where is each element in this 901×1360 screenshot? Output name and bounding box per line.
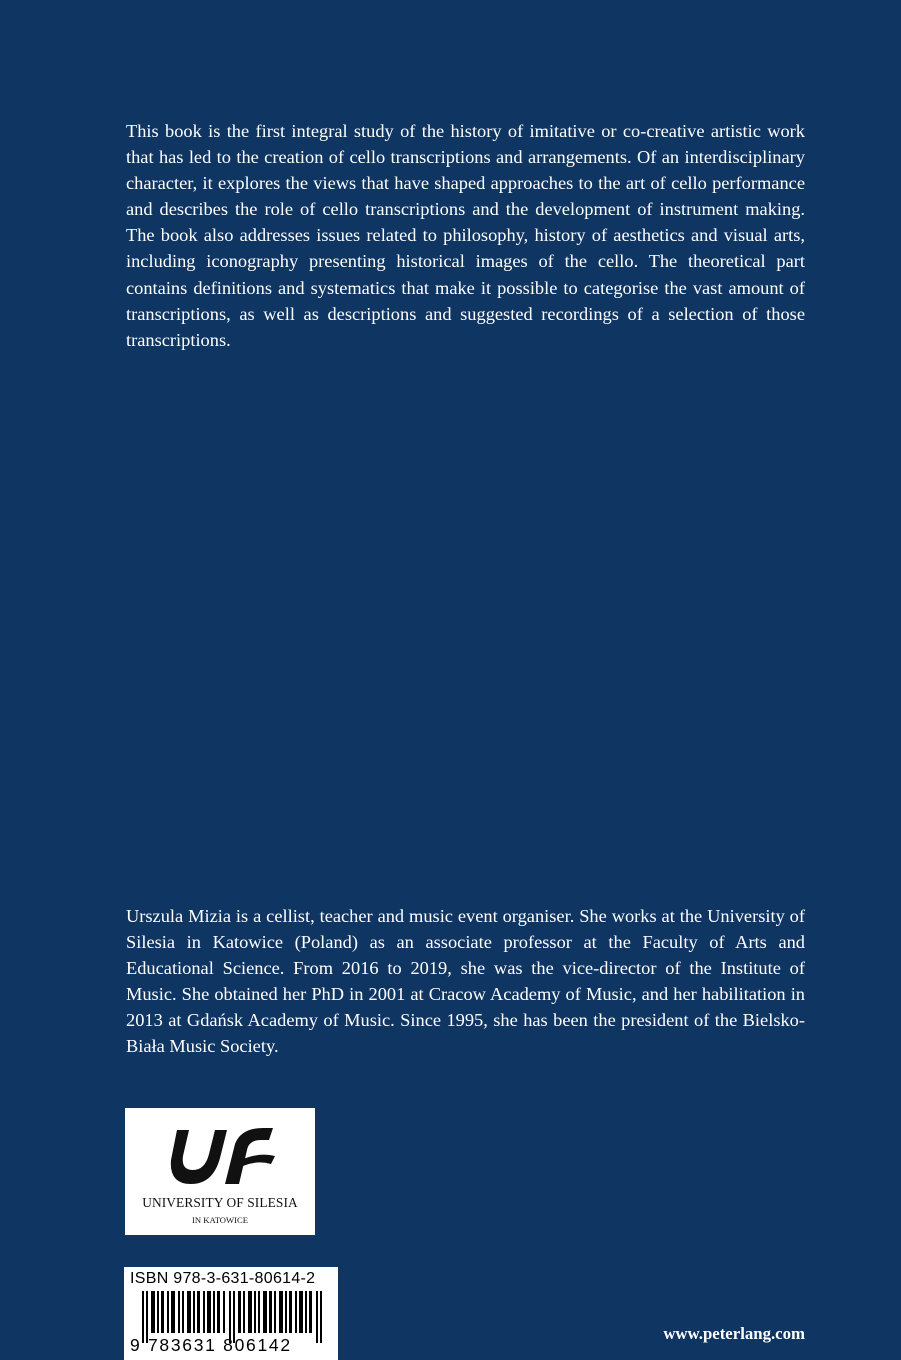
publisher-url[interactable]: www.peterlang.com xyxy=(663,1324,805,1343)
isbn-label: ISBN 978-3-631-80614-2 xyxy=(130,1270,316,1287)
university-city: IN KATOWICE xyxy=(192,1215,248,1225)
university-logo xyxy=(125,1108,315,1235)
author-bio: Urszula Mizia is a cellist, teacher and music event organiser. She works at the University of Silesia in Katowice (Poland) as an associate professor at the Faculty of Arts and Educational Science. From 2016 to 2019, she was the vice-director of the Institute of Music. She obtained her PhD in 2001 at Cracow Academy of Music, and her habilitation in 2013 at Gdańsk Academy of Music. Since 1995, she has been the president of the Bielsko-Biała Music Society. xyxy=(126,906,805,1057)
ean-digits: 9 783631 806142 xyxy=(130,1335,292,1355)
university-emblem-icon xyxy=(163,1120,277,1188)
blurb-text: This book is the first integral study of the history of imitative or co-creative artistic work that has led to the creation of cello transcriptions and arrangements. Of an interdisciplinary character, it explores the views that have shaped approaches to the art of cello performance and describes the role of cello transcriptions and the development of instrument making. The book also addresses issues related to philosophy, history of aesthetics and visual arts, including iconography presenting historical images of the cello. The theoretical part contains definitions and systematics that make it possible to categorise the vast amount of transcriptions, as well as descriptions and suggested recordings of a selection of those transcriptions. xyxy=(126,121,805,350)
isbn-barcode xyxy=(124,1267,338,1360)
university-name: UNIVERSITY OF SILESIA xyxy=(142,1195,298,1210)
